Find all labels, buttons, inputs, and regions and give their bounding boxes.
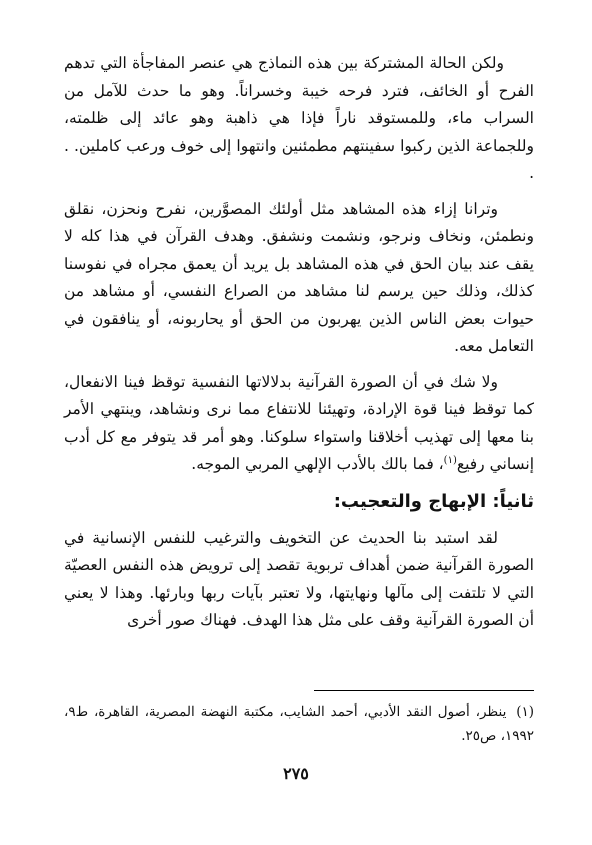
section-heading: ثانياً: الإبهاج والتعجيب: — [333, 490, 534, 512]
paragraph-2: وترانا إزاء هذه المشاهد مثل أولئك المصوَّرين، نفرح ونحزن، نقلق ونطمئن، ونخاف ونرجو، ونشمت ونشفق. وهدف القرآن في هذا كله لا يقف عند بيان الحق في هذه المشاهد بل يريد أن يعمق مجراه في نفوسنا كذلك، وذلك حين يرسم لنا مشاهد من الصراع النفسي، أو مشاهد من حيوات بعض الناس الذين يهربون من الحق أو يحاربونه، أو ينافقون في التعامل معه. — [64, 199, 534, 355]
footnote-mark: (١) — [516, 704, 535, 720]
page-body — [64, 50, 534, 643]
footnote-text: ينظر، أصول النقد الأدبي، أحمد الشايب، مكتبة النهضة المصرية، القاهرة، ط٩، ١٩٩٢، ص٢٥. — [64, 704, 534, 744]
paragraph-3-text: ولا شك في أن الصورة القرآنية بدلالاتها النفسية توقظ فينا الانفعال، كما توقظ فينا قوة الإرادة، وتهيئنا للانتفاع مما نرى ونشاهد، وينتهي الأمر بنا معها إلى تهذيب أخلاقنا واستواء سلوكنا. وهو أمر قد يتوفر مع كل أدب إنساني رفيع — [64, 372, 534, 473]
paragraph-1: ولكن الحالة المشتركة بين هذه النماذج هي عنصر المفاجأة التي تدهم الفرح أو الخائف، فترد فرحه خيبة وخسراناً. وهو ما حدث للآمل من السراب ماء، وللمستوقد ناراً فإذا هي ذاهبة وهو عائد إلى ظلمته، وللجماعة الذين ركبوا سفينتهم مطمئنين وانتهوا إلى خوف ورعب كاملين. . . — [64, 54, 534, 182]
page-number: ٢٧٥ — [283, 764, 309, 783]
paragraph-3 — [64, 369, 534, 479]
footnote — [64, 700, 534, 748]
footnote-divider — [314, 690, 534, 691]
paragraph-4: لقد استبد بنا الحديث عن التخويف والترغيب للنفس الإنسانية في الصورة القرآنية ضمن أهداف تربوية تقصد إلى ترويض هذه النفس العصيّة التي لا تلتفت إلى مآلها ونهايتها، ولا تعتبر بآيات ربها وبارئها. وهذا لا يعني أن الصورة القرآنية وقف على مثل هذا الهدف. فهناك صور أخرى — [64, 528, 534, 629]
paragraph-3-text-end: ، فما بالك بالأدب الإلهي المربي الموجه. — [191, 455, 444, 473]
footnote-reference[interactable]: (١) — [443, 454, 457, 466]
